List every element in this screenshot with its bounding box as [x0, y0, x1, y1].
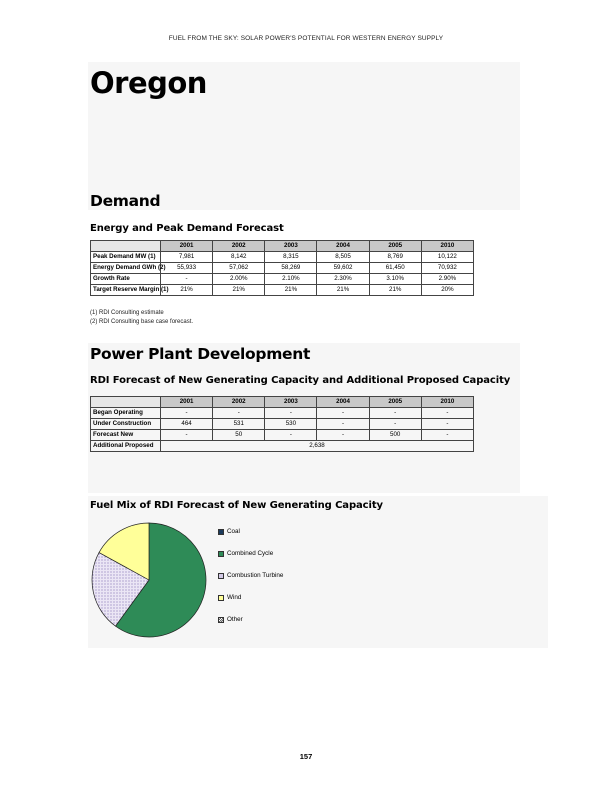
table-cell: -	[161, 408, 213, 419]
table-cell: 2.00%	[213, 274, 265, 285]
year-header: 2002	[213, 397, 265, 408]
table-row	[91, 419, 474, 430]
power-plant-table-title: RDI Forecast of New Generating Capacity and Additional Proposed Capacity	[90, 375, 511, 386]
year-header: 2003	[265, 397, 317, 408]
table-cell: 59,602	[317, 263, 369, 274]
table-cell: 8,142	[213, 252, 265, 263]
fuel-mix-pie-chart	[89, 520, 209, 640]
table-cell: -	[265, 408, 317, 419]
legend-item-combined-cycle	[218, 550, 273, 557]
row-label: Energy Demand GWh (2)	[91, 263, 161, 274]
table-cell: 10,122	[421, 252, 473, 263]
table-row	[91, 430, 474, 441]
table-cell: -	[369, 419, 421, 430]
table-cell: 21%	[161, 285, 213, 296]
year-header: 2002	[213, 241, 265, 252]
legend-label: Combined Cycle	[227, 550, 274, 557]
demand-table-title: Energy and Peak Demand Forecast	[90, 223, 284, 234]
footnotes	[90, 309, 193, 326]
table-cell: 57,062	[213, 263, 265, 274]
table-cell: 530	[265, 419, 317, 430]
year-header: 2004	[317, 397, 369, 408]
table-cell: 8,315	[265, 252, 317, 263]
legend-label: Combustion Turbine	[227, 572, 284, 579]
year-header: 2005	[369, 241, 421, 252]
header-blank-cell	[91, 397, 161, 408]
table-cell: 8,505	[317, 252, 369, 263]
year-header: 2004	[317, 241, 369, 252]
table-cell: 3.10%	[369, 274, 421, 285]
table-cell: 58,269	[265, 263, 317, 274]
row-label: Growth Rate	[91, 274, 161, 285]
table-cell: 50	[213, 430, 265, 441]
year-header: 2001	[161, 241, 213, 252]
power-plant-section-title: Power Plant Development	[90, 345, 311, 363]
table-cell: -	[317, 419, 369, 430]
table-cell: -	[317, 430, 369, 441]
table-cell: 20%	[421, 285, 473, 296]
table-cell: -	[213, 408, 265, 419]
table-cell: 531	[213, 419, 265, 430]
legend-item-other	[218, 616, 243, 623]
table-cell: 8,769	[369, 252, 421, 263]
table-cell: 500	[369, 430, 421, 441]
table-cell: -	[421, 408, 473, 419]
legend-item-combustion-turbine	[218, 572, 283, 579]
legend-item-coal	[218, 528, 240, 535]
table-cell: 21%	[369, 285, 421, 296]
legend-swatch	[218, 529, 224, 535]
table-cell: -	[161, 274, 213, 285]
table-cell: 2.90%	[421, 274, 473, 285]
legend-swatch	[218, 573, 224, 579]
row-label: Target Reserve Margin (1)	[91, 285, 161, 296]
table-cell: 7,981	[161, 252, 213, 263]
table-cell: -	[421, 419, 473, 430]
demand-section-title: Demand	[90, 192, 161, 210]
year-header: 2010	[421, 241, 473, 252]
year-header: 2001	[161, 397, 213, 408]
table-cell: 21%	[265, 285, 317, 296]
legend-item-wind	[218, 594, 241, 601]
table-cell: 21%	[213, 285, 265, 296]
year-header: 2003	[265, 241, 317, 252]
capacity-header-row	[91, 397, 474, 408]
table-cell: 2.10%	[265, 274, 317, 285]
footnote: (2) RDI Consulting base case forecast.	[90, 318, 194, 325]
page-number: 157	[299, 752, 313, 761]
table-row	[91, 285, 474, 296]
row-label: Forecast New	[91, 430, 161, 441]
fuel-mix-chart-title: Fuel Mix of RDI Forecast of New Generating Capacity	[90, 500, 383, 511]
table-row	[91, 274, 474, 285]
table-cell: -	[421, 430, 473, 441]
header-blank-cell	[91, 241, 161, 252]
table-cell: -	[369, 408, 421, 419]
legend-label: Coal	[227, 528, 240, 535]
year-header: 2010	[421, 397, 473, 408]
footnote: (1) RDI Consulting estimate	[90, 310, 164, 316]
table-cell: 61,450	[369, 263, 421, 274]
legend-label: Wind	[227, 594, 242, 601]
legend-swatch	[218, 551, 224, 557]
legend-label: Other	[227, 616, 243, 623]
table-cell: 2.30%	[317, 274, 369, 285]
legend-swatch	[218, 617, 224, 623]
table-cell: 70,932	[421, 263, 473, 274]
row-label: Under Construction	[91, 419, 161, 430]
table-cell: 2,638	[161, 441, 474, 452]
row-label: Additional Proposed	[91, 441, 161, 452]
table-row	[91, 441, 474, 452]
table-cell: 464	[161, 419, 213, 430]
row-label: Began Operating	[91, 408, 161, 419]
table-cell: 55,933	[161, 263, 213, 274]
demand-table	[90, 240, 474, 296]
table-cell: -	[265, 430, 317, 441]
legend-swatch	[218, 595, 224, 601]
table-cell: 21%	[317, 285, 369, 296]
table-row	[91, 263, 474, 274]
page-title: Oregon	[90, 66, 207, 100]
capacity-table	[90, 396, 474, 452]
table-row	[91, 408, 474, 419]
running-head: FUEL FROM THE SKY: SOLAR POWER'S POTENTIAL FOR WESTERN ENERGY SUPPLY	[168, 35, 444, 42]
table-cell: -	[161, 430, 213, 441]
row-label: Peak Demand MW (1)	[91, 252, 161, 263]
year-header: 2005	[369, 397, 421, 408]
table-cell: -	[317, 408, 369, 419]
demand-header-row	[91, 241, 474, 252]
table-row	[91, 252, 474, 263]
